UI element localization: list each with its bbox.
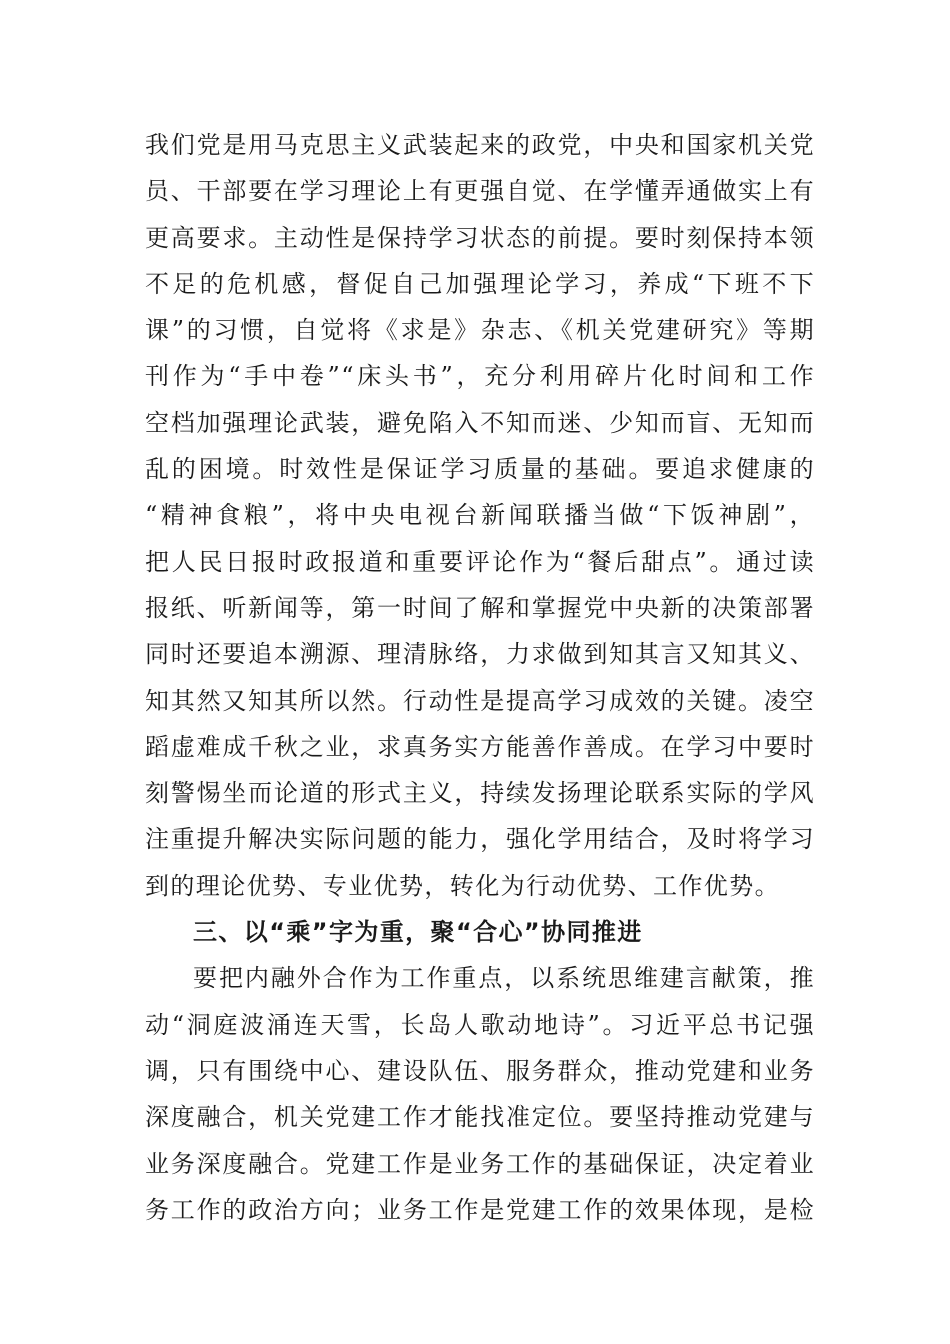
paragraph-line: 调，只有围绕中心、建设队伍、服务群众，推动党建和业务	[145, 1056, 815, 1085]
paragraph-study-theory	[145, 122, 815, 909]
paragraph-line: 到的理论优势、专业优势，转化为行动优势、工作优势。	[145, 871, 780, 900]
document-body	[145, 122, 815, 1233]
paragraph-line: 动“洞庭波涌连天雪，长岛人歌动地诗”。习近平总书记强	[145, 1010, 815, 1039]
paragraph-line: 务工作的政治方向；业务工作是党建工作的效果体现，是检	[145, 1195, 815, 1224]
paragraph-line: 把人民日报时政报道和重要评论作为“餐后甜点”。通过读	[145, 547, 815, 576]
paragraph-line: 刊作为“手中卷”“床头书”，充分利用碎片化时间和工作	[145, 362, 815, 391]
paragraph-line: 刻警惕坐而论道的形式主义，持续发扬理论联系实际的学风	[145, 779, 815, 808]
paragraph-line: 课”的习惯，自觉将《求是》杂志、《机关党建研究》等期	[145, 316, 815, 345]
paragraph-line: 不足的危机感，督促自己加强理论学习，养成“下班不下	[145, 269, 815, 298]
paragraph-line: 注重提升解决实际问题的能力，强化学用结合，及时将学习	[145, 825, 815, 854]
paragraph-line: “精神食粮”，将中央电视台新闻联播当做“下饭神剧”，	[145, 501, 815, 530]
paragraph-line: 员、干部要在学习理论上有更强自觉、在学懂弄通做实上有	[145, 177, 815, 206]
paragraph-integration	[145, 955, 815, 1233]
paragraph-line: 知其然又知其所以然。行动性是提高学习成效的关键。凌空	[145, 686, 815, 715]
paragraph-line: 要把内融外合作为工作重点，以系统思维建言献策，推	[193, 964, 815, 993]
paragraph-line: 蹈虚难成千秋之业，求真务实方能善作善成。在学习中要时	[145, 732, 815, 761]
paragraph-line: 同时还要追本溯源、理清脉络，力求做到知其言又知其义、	[145, 640, 815, 669]
section-heading: 三、以“乘”字为重，聚“合心”协同推进	[193, 918, 643, 947]
paragraph-line: 深度融合，机关党建工作才能找准定位。要坚持推动党建与	[145, 1103, 815, 1132]
paragraph-line: 业务深度融合。党建工作是业务工作的基础保证，决定着业	[145, 1149, 815, 1178]
paragraph-line: 乱的困境。时效性是保证学习质量的基础。要追求健康的	[145, 455, 815, 484]
paragraph-line: 报纸、听新闻等，第一时间了解和掌握党中央新的决策部署	[145, 593, 815, 622]
paragraph-line: 我们党是用马克思主义武装起来的政党，中央和国家机关党	[145, 131, 815, 159]
paragraph-line: 空档加强理论武装，避免陷入不知而迷、少知而盲、无知而	[145, 408, 815, 437]
paragraph-line: 更高要求。主动性是保持学习状态的前提。要时刻保持本领	[145, 223, 815, 252]
